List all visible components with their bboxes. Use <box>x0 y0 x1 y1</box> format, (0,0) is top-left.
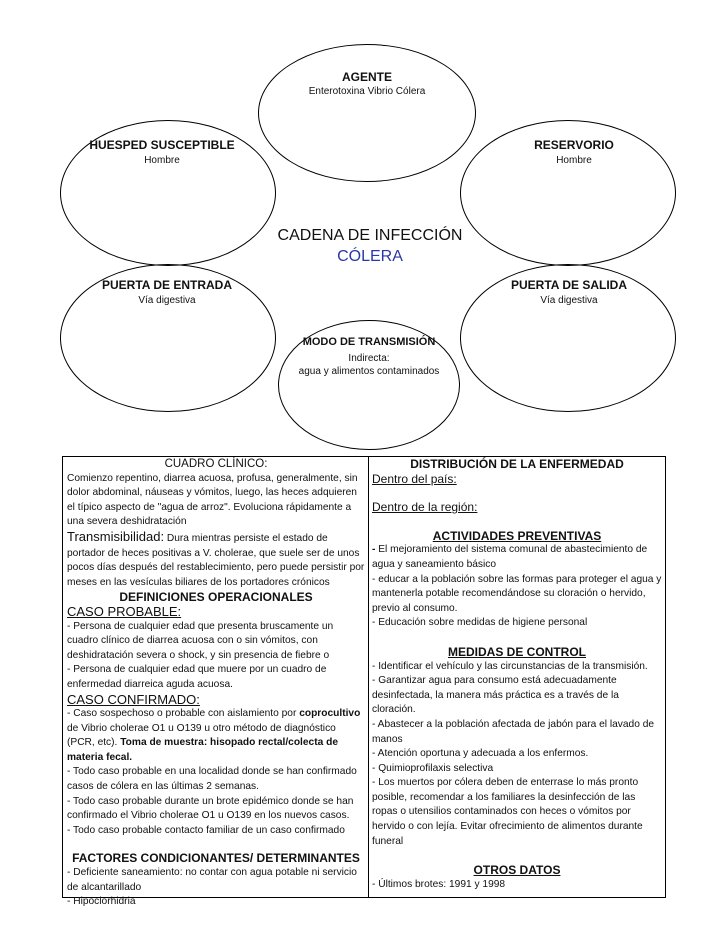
conf-d: Toma de muestra: hisopado rectal/colecta de materia fecal. <box>67 737 338 763</box>
cuadro-clinico-text: Comienzo repentino, diarrea acuosa, profusa, generalmente, sin dolor abdominal, náuseas y vómitos, luego, las heces adquieren el típico aspecto de "agua de arroz". Evoluciona rápidamente a una severa deshidratación <box>67 472 358 528</box>
factores-title: FACTORES CONDICIONANTES/ DETERMINANTES <box>72 851 360 866</box>
huesped-title: HUESPED SUSCEPTIBLE <box>89 138 235 152</box>
modo-title: MODO DE TRANSMISIÓN <box>302 336 436 348</box>
conf-b: coprocultivo <box>299 708 361 720</box>
factor-2: - Hipoclorhidria <box>67 896 136 908</box>
actividad-3: - Educación sobre medidas de higiene personal <box>372 617 588 629</box>
conf-c: de Vibrio cholerae O1 u O139 u otro método de diagnóstico (PCR, etc). <box>67 722 336 749</box>
caso-probable-2: - Persona de cualquier edad que muere por un cuadro de enfermedad diarreica aguda acuosa. <box>67 664 327 690</box>
act-1-dash: - <box>372 544 376 556</box>
modo-sub-1: Indirecta: <box>348 353 390 364</box>
medida-3: - Abastecer a la población afectada de jabón para el lavado de manos <box>372 718 655 745</box>
otros-1: - Últimos brotes: 1991 y 1998 <box>372 878 506 890</box>
actividad-1 <box>372 543 662 572</box>
medidas-title: MEDIDAS DE CONTROL <box>448 644 586 659</box>
conf-a: - Caso sospechoso o probable con aislamiento por <box>67 708 300 720</box>
caso-confirmado-4: - Todo caso probable contacto familiar de un caso confirmado <box>67 824 345 836</box>
medida-5: - Quimioprofilaxis selectiva <box>372 762 494 774</box>
left-column <box>67 457 365 910</box>
salida-title: PUERTA DE SALIDA <box>510 278 627 292</box>
medida-6: - Los muertos por cólera deben de enterrase lo más pronto posible, recomendar a los familiares la desinfección de las ropas o utensilios contaminados con heces o vómitos por hervido o con lejía. Evitar ofrecimiento de alimentos durante funeral <box>372 777 643 847</box>
dist-region: Dentro de la región: <box>372 500 478 515</box>
caso-probable-title: CASO PROBABLE: <box>67 603 182 619</box>
dist-pais: Dentro del país: <box>372 471 457 486</box>
entrada-title: PUERTA DE ENTRADA <box>101 278 232 292</box>
medida-4: - Atención oportuna y adecuada a los enfermos. <box>372 748 589 760</box>
actividad-2: - educar a la población sobre las formas para proteger el agua y mantenerla potable recomendándose su cloración o hervido, previo al consumo. <box>372 573 662 614</box>
reservorio-sub: Hombre <box>556 155 592 166</box>
modo-sub-2: agua y alimentos contaminados <box>298 366 440 377</box>
agente-sub: Enterotoxina Vibrio Cólera <box>308 86 426 97</box>
definiciones-title: DEFINICIONES OPERACIONALES <box>119 590 313 605</box>
caso-confirmado-title: CASO CONFIRMADO: <box>67 691 200 707</box>
entrada-sub: Vía digestiva <box>138 295 196 306</box>
otros-title: OTROS DATOS <box>473 863 561 878</box>
factor-1: - Deficiente saneamiento: no contar con agua potable ni servicio de alcantarillado <box>67 867 357 893</box>
agente-ellipse <box>258 44 476 182</box>
column-divider <box>368 457 369 897</box>
caso-confirmado-3: - Todo caso probable durante un brote epidémico donde se han confirmado el Vibrio cholerae O1 u O139 en los nuevos casos. <box>67 795 354 822</box>
cuadro-clinico-title: CUADRO CLÍNICO: <box>164 458 268 470</box>
reservorio-title: RESERVORIO <box>534 138 614 152</box>
infection-chain-diagram <box>0 0 728 452</box>
info-table <box>62 456 666 908</box>
transmisibilidad-label: Transmisibilidad: <box>67 528 165 544</box>
actividades-title: ACTIVIDADES PREVENTIVAS <box>432 528 602 543</box>
salida-sub: Vía digestiva <box>540 295 598 306</box>
caso-confirmado-2: - Todo caso probable en una localidad donde se han confirmado casos de cólera en las últimas 2 semanas. <box>67 766 357 793</box>
distribucion-title: DISTRIBUCIÓN DE LA ENFERMEDAD <box>410 457 624 471</box>
caso-confirmado-1 <box>67 707 365 765</box>
agente-title: AGENTE <box>341 70 392 84</box>
center-title: CADENA DE INFECCIÓN <box>277 227 463 244</box>
act-1-text: El mejoramiento del sistema comunal de abastecimiento de agua y saneamiento básico <box>372 544 648 570</box>
medida-2: - Garantizar agua para consumo está adecuadamente desinfectada, la manera más práctica es a través de la cloración. <box>372 675 619 716</box>
transmisibilidad-text: Dura mientras persiste el estado de portador de heces positivas a V. cholerae, que suele ser de unos pocos días después del restablecimiento, pero puede persistir por meses en las vesículas biliares de los portadores crónicos <box>67 532 365 588</box>
center-sub: CÓLERA <box>337 248 403 265</box>
right-column <box>372 457 662 892</box>
huesped-sub: Hombre <box>144 155 180 166</box>
transmisibilidad-para <box>67 530 365 590</box>
medida-1: - Identificar el vehículo y las circunstancias de la transmisión. <box>372 660 648 672</box>
caso-probable-1: - Persona de cualquier edad que presenta bruscamente un cuadro clínico de diarrea acuosa con o sin vómitos, con deshidratación severa o shock, y sin presencia de fiebre o <box>67 620 334 661</box>
